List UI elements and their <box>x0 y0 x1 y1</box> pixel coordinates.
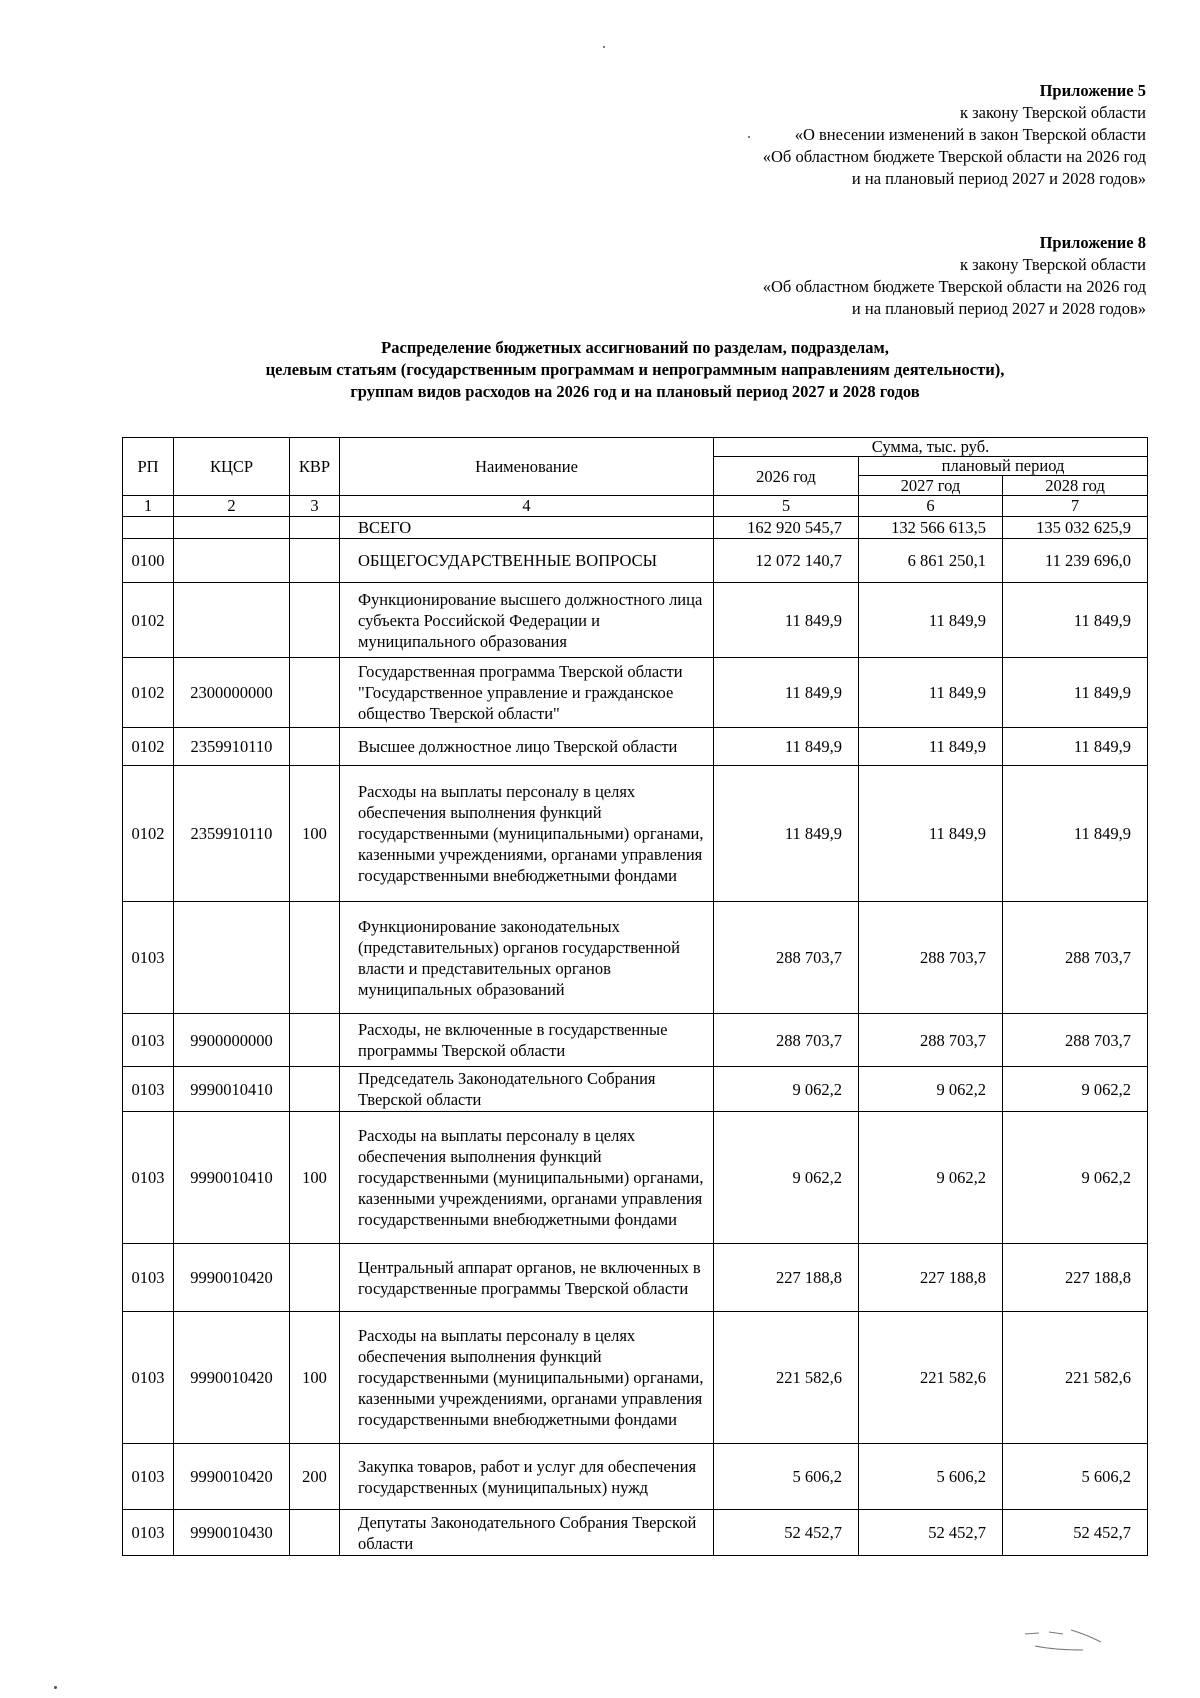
document-title-line: Распределение бюджетных ассигнований по разделам, подразделам, <box>381 338 889 357</box>
table-row <box>123 1244 1148 1312</box>
cell-name: Расходы на выплаты персоналу в целях обеспечения выполнения функций государственными (муниципальными) органами, казенными учреждениями, органами управления государственными внебюджетными фондами <box>340 766 714 902</box>
cell-2026: 227 188,8 <box>714 1244 859 1312</box>
cell-name: Председатель Законодательного Собрания Тверской области <box>340 1067 714 1112</box>
cell-2028: 288 703,7 <box>1003 902 1148 1014</box>
header-2026: 2026 год <box>714 457 859 496</box>
scan-artifact <box>54 1686 57 1689</box>
cell-2028: 9 062,2 <box>1003 1112 1148 1244</box>
cell-name: Высшее должностное лицо Тверской области <box>340 728 714 766</box>
document-title-line: целевым статьям (государственным программам и непрограммным направлениям деятельности), <box>265 360 1005 379</box>
header-sum: Сумма, тыс. руб. <box>714 438 1148 457</box>
table-row <box>123 728 1148 766</box>
signature-mark <box>1005 1620 1115 1656</box>
cell-name: Закупка товаров, работ и услуг для обеспечения государственных (муниципальных) нужд <box>340 1444 714 1510</box>
cell-kcsr: 2359910110 <box>174 728 290 766</box>
cell-kcsr: 9990010420 <box>174 1244 290 1312</box>
cell-rp: 0102 <box>123 658 174 728</box>
header-2027: 2027 год <box>859 476 1003 496</box>
cell-name: Функционирование высшего должностного лица субъекта Российской Федерации и муниципального образования <box>340 583 714 658</box>
cell-2026: 5 606,2 <box>714 1444 859 1510</box>
cell-2027: 227 188,8 <box>859 1244 1003 1312</box>
table-row <box>123 1014 1148 1067</box>
cell-2026: 221 582,6 <box>714 1312 859 1444</box>
appendix-8-line: «Об областном бюджете Тверской области на 2026 год <box>762 277 1146 296</box>
cell-rp: 0102 <box>123 583 174 658</box>
cell-2026: 11 849,9 <box>714 658 859 728</box>
cell-name: ОБЩЕГОСУДАРСТВЕННЫЕ ВОПРОСЫ <box>340 539 714 583</box>
cell-name: Расходы на выплаты персоналу в целях обеспечения выполнения функций государственными (муниципальными) органами, казенными учреждениями, органами управления государственными внебюджетными фондами <box>340 1112 714 1244</box>
cell-2028: 221 582,6 <box>1003 1312 1148 1444</box>
budget-table <box>122 437 1148 1556</box>
cell-2027: 288 703,7 <box>859 1014 1003 1067</box>
cell-name: Центральный аппарат органов, не включенных в государственные программы Тверской области <box>340 1244 714 1312</box>
table-row <box>123 583 1148 658</box>
cell-rp: 0102 <box>123 728 174 766</box>
cell-rp: 0103 <box>123 1444 174 1510</box>
column-index: 1 <box>123 496 174 517</box>
appendix-8-line: к закону Тверской области <box>959 255 1146 274</box>
table-row <box>123 517 1148 539</box>
scan-artifact <box>748 136 750 138</box>
cell-2026: 288 703,7 <box>714 1014 859 1067</box>
appendix-5-line: к закону Тверской области <box>959 103 1146 122</box>
cell-2027: 221 582,6 <box>859 1312 1003 1444</box>
cell-2026: 9 062,2 <box>714 1112 859 1244</box>
column-index: 3 <box>290 496 340 517</box>
appendix-5-line: «О внесении изменений в закон Тверской области <box>794 125 1146 144</box>
column-index: 2 <box>174 496 290 517</box>
table-row <box>123 1112 1148 1244</box>
cell-kcsr: 2359910110 <box>174 766 290 902</box>
cell-name: Расходы, не включенные в государственные программы Тверской области <box>340 1014 714 1067</box>
cell-kcsr: 9990010420 <box>174 1444 290 1510</box>
cell-2028: 5 606,2 <box>1003 1444 1148 1510</box>
cell-2027: 11 849,9 <box>859 728 1003 766</box>
cell-kcsr: 9990010410 <box>174 1112 290 1244</box>
cell-rp: 0103 <box>123 902 174 1014</box>
cell-2027: 6 861 250,1 <box>859 539 1003 583</box>
cell-name: Государственная программа Тверской области "Государственное управление и гражданское общество Тверской области" <box>340 658 714 728</box>
cell-kvr <box>290 902 340 1014</box>
cell-2026: 52 452,7 <box>714 1510 859 1556</box>
budget-table-body <box>123 517 1148 1556</box>
cell-kvr <box>290 728 340 766</box>
appendix-5-line: «Об областном бюджете Тверской области на 2026 год <box>762 147 1146 166</box>
cell-rp: 0102 <box>123 766 174 902</box>
cell-2027: 11 849,9 <box>859 583 1003 658</box>
cell-2027: 5 606,2 <box>859 1444 1003 1510</box>
table-row <box>123 1312 1148 1444</box>
column-index: 7 <box>1003 496 1148 517</box>
cell-kvr <box>290 1244 340 1312</box>
cell-name: ВСЕГО <box>340 517 714 539</box>
cell-name: Депутаты Законодательного Собрания Тверской области <box>340 1510 714 1556</box>
cell-kvr: 100 <box>290 1312 340 1444</box>
cell-rp: 0100 <box>123 539 174 583</box>
appendix-8-title: Приложение 8 <box>1039 233 1146 252</box>
cell-rp <box>123 517 174 539</box>
document-title <box>120 337 1150 403</box>
column-index: 6 <box>859 496 1003 517</box>
cell-name: Функционирование законодательных (представительных) органов государственной власти и представительных органов муниципальных образований <box>340 902 714 1014</box>
cell-kvr: 100 <box>290 766 340 902</box>
header-name: Наименование <box>340 438 714 496</box>
cell-kvr <box>290 1510 340 1556</box>
cell-rp: 0103 <box>123 1014 174 1067</box>
cell-rp: 0103 <box>123 1312 174 1444</box>
cell-2028: 11 849,9 <box>1003 658 1148 728</box>
cell-kcsr <box>174 902 290 1014</box>
table-row <box>123 1067 1148 1112</box>
cell-2028: 9 062,2 <box>1003 1067 1148 1112</box>
cell-kcsr: 9990010410 <box>174 1067 290 1112</box>
cell-kvr <box>290 539 340 583</box>
header-kvr: КВР <box>290 438 340 496</box>
cell-2026: 11 849,9 <box>714 583 859 658</box>
cell-kvr: 200 <box>290 1444 340 1510</box>
scan-artifact <box>603 46 605 48</box>
cell-2028: 227 188,8 <box>1003 1244 1148 1312</box>
cell-2026: 9 062,2 <box>714 1067 859 1112</box>
table-row <box>123 658 1148 728</box>
header-planned-period: плановый период <box>859 457 1148 476</box>
cell-2026: 11 849,9 <box>714 728 859 766</box>
cell-kvr <box>290 1014 340 1067</box>
cell-2027: 11 849,9 <box>859 658 1003 728</box>
cell-kcsr: 2300000000 <box>174 658 290 728</box>
cell-2028: 288 703,7 <box>1003 1014 1148 1067</box>
cell-2028: 135 032 625,9 <box>1003 517 1148 539</box>
table-row <box>123 902 1148 1014</box>
appendix-5-header <box>763 80 1146 190</box>
cell-rp: 0103 <box>123 1067 174 1112</box>
cell-2026: 162 920 545,7 <box>714 517 859 539</box>
cell-kvr <box>290 583 340 658</box>
cell-2028: 11 849,9 <box>1003 766 1148 902</box>
cell-2027: 9 062,2 <box>859 1112 1003 1244</box>
header-kcsr: КЦСР <box>174 438 290 496</box>
cell-2028: 11 849,9 <box>1003 728 1148 766</box>
column-index: 4 <box>340 496 714 517</box>
cell-kcsr: 9990010430 <box>174 1510 290 1556</box>
cell-2026: 11 849,9 <box>714 766 859 902</box>
cell-kvr <box>290 517 340 539</box>
cell-2026: 288 703,7 <box>714 902 859 1014</box>
header-rp: РП <box>123 438 174 496</box>
appendix-8-header <box>763 232 1146 320</box>
cell-kcsr <box>174 539 290 583</box>
table-row <box>123 1510 1148 1556</box>
cell-kvr <box>290 658 340 728</box>
header-2028: 2028 год <box>1003 476 1148 496</box>
table-row <box>123 766 1148 902</box>
cell-kcsr <box>174 583 290 658</box>
cell-2027: 288 703,7 <box>859 902 1003 1014</box>
table-row <box>123 539 1148 583</box>
cell-2027: 52 452,7 <box>859 1510 1003 1556</box>
appendix-5-line: и на плановый период 2027 и 2028 годов» <box>851 169 1146 188</box>
cell-kcsr <box>174 517 290 539</box>
table-row <box>123 1444 1148 1510</box>
cell-2028: 52 452,7 <box>1003 1510 1148 1556</box>
appendix-5-title: Приложение 5 <box>1039 81 1146 100</box>
cell-rp: 0103 <box>123 1244 174 1312</box>
column-index-row <box>123 496 1148 517</box>
cell-2028: 11 239 696,0 <box>1003 539 1148 583</box>
cell-2027: 11 849,9 <box>859 766 1003 902</box>
cell-rp: 0103 <box>123 1112 174 1244</box>
cell-name: Расходы на выплаты персоналу в целях обеспечения выполнения функций государственными (муниципальными) органами, казенными учреждениями, органами управления государственными внебюджетными фондами <box>340 1312 714 1444</box>
document-title-line: группам видов расходов на 2026 год и на плановый период 2027 и 2028 годов <box>350 382 920 401</box>
column-index: 5 <box>714 496 859 517</box>
cell-rp: 0103 <box>123 1510 174 1556</box>
cell-kvr: 100 <box>290 1112 340 1244</box>
cell-2026: 12 072 140,7 <box>714 539 859 583</box>
cell-kvr <box>290 1067 340 1112</box>
cell-2027: 9 062,2 <box>859 1067 1003 1112</box>
cell-kcsr: 9900000000 <box>174 1014 290 1067</box>
appendix-8-line: и на плановый период 2027 и 2028 годов» <box>851 299 1146 318</box>
cell-2027: 132 566 613,5 <box>859 517 1003 539</box>
cell-2028: 11 849,9 <box>1003 583 1148 658</box>
cell-kcsr: 9990010420 <box>174 1312 290 1444</box>
